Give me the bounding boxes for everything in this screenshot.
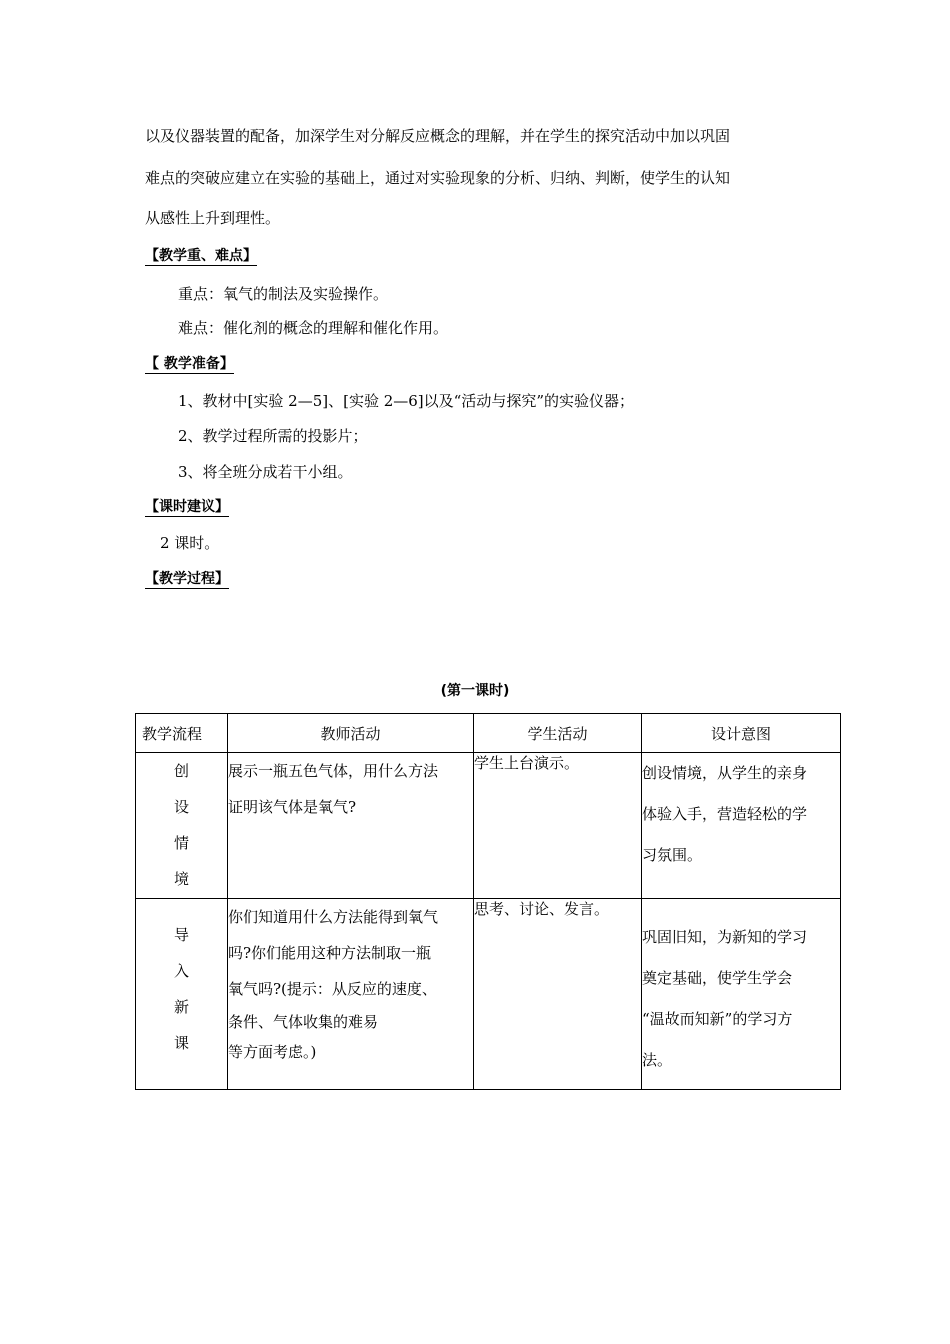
table-row xyxy=(136,899,841,1090)
teacher-cell: 展示一瓶五色气体，用什么方法 证明该气体是氧气? xyxy=(228,753,474,899)
preparation-heading: 【 教学准备】 xyxy=(145,356,234,372)
intro-line-3: 从感性上升到理性。 xyxy=(145,209,281,227)
intro-line-1: 以及仪器装置的配备，加深学生对分解反应概念的理解，并在学生的探究活动中加以巩固 xyxy=(145,127,731,145)
schedule-heading: 【课时建议】 xyxy=(145,499,229,515)
student-cell: 思考、讨论、发言。 xyxy=(474,899,642,1090)
header-flow: 教学流程 xyxy=(136,714,228,753)
student-cell: 学生上台演示。 xyxy=(474,753,642,899)
lesson-table xyxy=(135,713,841,1090)
focus-point: 重点：氧气的制法及实验操作。 xyxy=(178,285,389,303)
preparation-item: 2、教学过程所需的投影片； xyxy=(178,427,368,445)
stage-cell: 创 设 情 境 xyxy=(136,753,228,899)
table-header-row xyxy=(136,714,841,753)
teacher-cell: 你们知道用什么方法能得到氧气 吗?你们能用这种方法制取一瓶 氧气吗?(提示：从反应的速度、 条件、气体收集的难易 等方面考虑。) xyxy=(228,899,474,1090)
header-intent: 设计意图 xyxy=(642,714,841,753)
intent-cell: 创设情境，从学生的亲身 体验入手，营造轻松的学 习氛围。 xyxy=(642,753,841,899)
intro-line-2: 难点的突破应建立在实验的基础上，通过对实验现象的分析、归纳、判断，使学生的认知 xyxy=(145,169,731,187)
key-points-heading: 【教学重、难点】 xyxy=(145,248,257,264)
header-teacher: 教师活动 xyxy=(228,714,474,753)
difficulty-point: 难点：催化剂的概念的理解和催化作用。 xyxy=(178,319,449,337)
preparation-item: 3、将全班分成若干小组。 xyxy=(178,463,353,481)
lesson-caption: (第一课时) xyxy=(440,683,510,699)
preparation-item: 1、教材中[实验 2—5]、[实验 2—6]以及“活动与探究”的实验仪器； xyxy=(178,392,635,410)
stage-cell: 导 入 新 课 xyxy=(136,899,228,1090)
intent-cell: 巩固旧知，为新知的学习 奠定基础，使学生学会 “温故而知新”的学习方 法。 xyxy=(642,899,841,1090)
table-row xyxy=(136,753,841,899)
header-student: 学生活动 xyxy=(474,714,642,753)
process-heading: 【教学过程】 xyxy=(145,571,229,587)
schedule-value: 2 课时。 xyxy=(160,534,220,552)
